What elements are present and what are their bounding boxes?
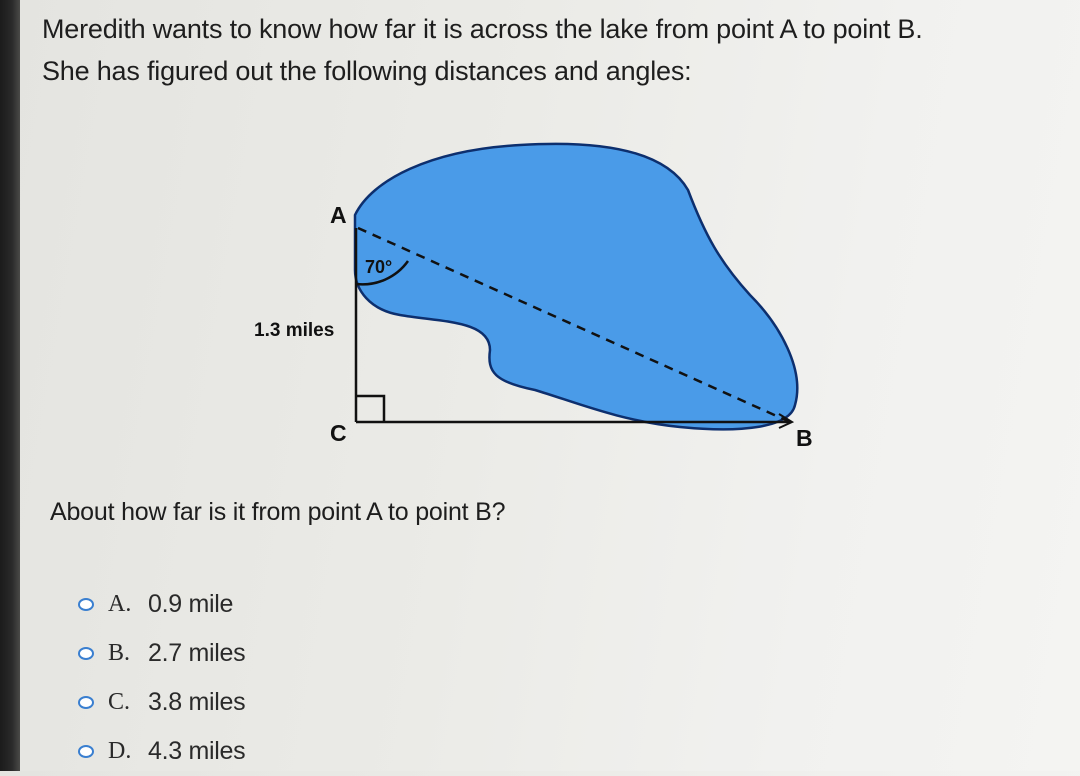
side-label: 1.3 miles xyxy=(254,320,335,341)
angle-label: 70° xyxy=(365,257,393,277)
question-line-1: Meredith wants to know how far it is across the lake from point A to point B. xyxy=(42,14,923,44)
choice-a[interactable] xyxy=(78,580,245,629)
radio-button-icon[interactable] xyxy=(78,647,94,660)
prompt-text: About how far is it from point A to point B? xyxy=(50,498,506,526)
radio-button-icon[interactable] xyxy=(78,598,94,611)
choice-b[interactable] xyxy=(78,629,245,678)
choice-text: 2.7 miles xyxy=(148,639,246,667)
label-b: B xyxy=(796,425,813,451)
radio-button-icon[interactable] xyxy=(78,745,94,758)
choice-text: 4.3 miles xyxy=(148,737,246,765)
choice-letter: C. xyxy=(108,689,131,715)
choice-letter: B. xyxy=(108,640,131,666)
choice-text: 0.9 mile xyxy=(148,590,234,618)
radio-button-icon[interactable] xyxy=(78,696,94,709)
choice-text: 3.8 miles xyxy=(148,688,246,716)
choice-d[interactable] xyxy=(78,727,245,776)
question-line-2: She has figured out the following distances and angles: xyxy=(42,56,692,86)
label-c: C xyxy=(330,420,347,446)
label-a: A xyxy=(330,202,347,228)
answer-choices xyxy=(78,580,245,776)
lake-shape xyxy=(355,144,797,430)
choice-letter: A. xyxy=(108,591,132,617)
right-angle-mark xyxy=(356,396,384,422)
choice-c[interactable] xyxy=(78,678,245,727)
choice-letter: D. xyxy=(108,738,132,764)
